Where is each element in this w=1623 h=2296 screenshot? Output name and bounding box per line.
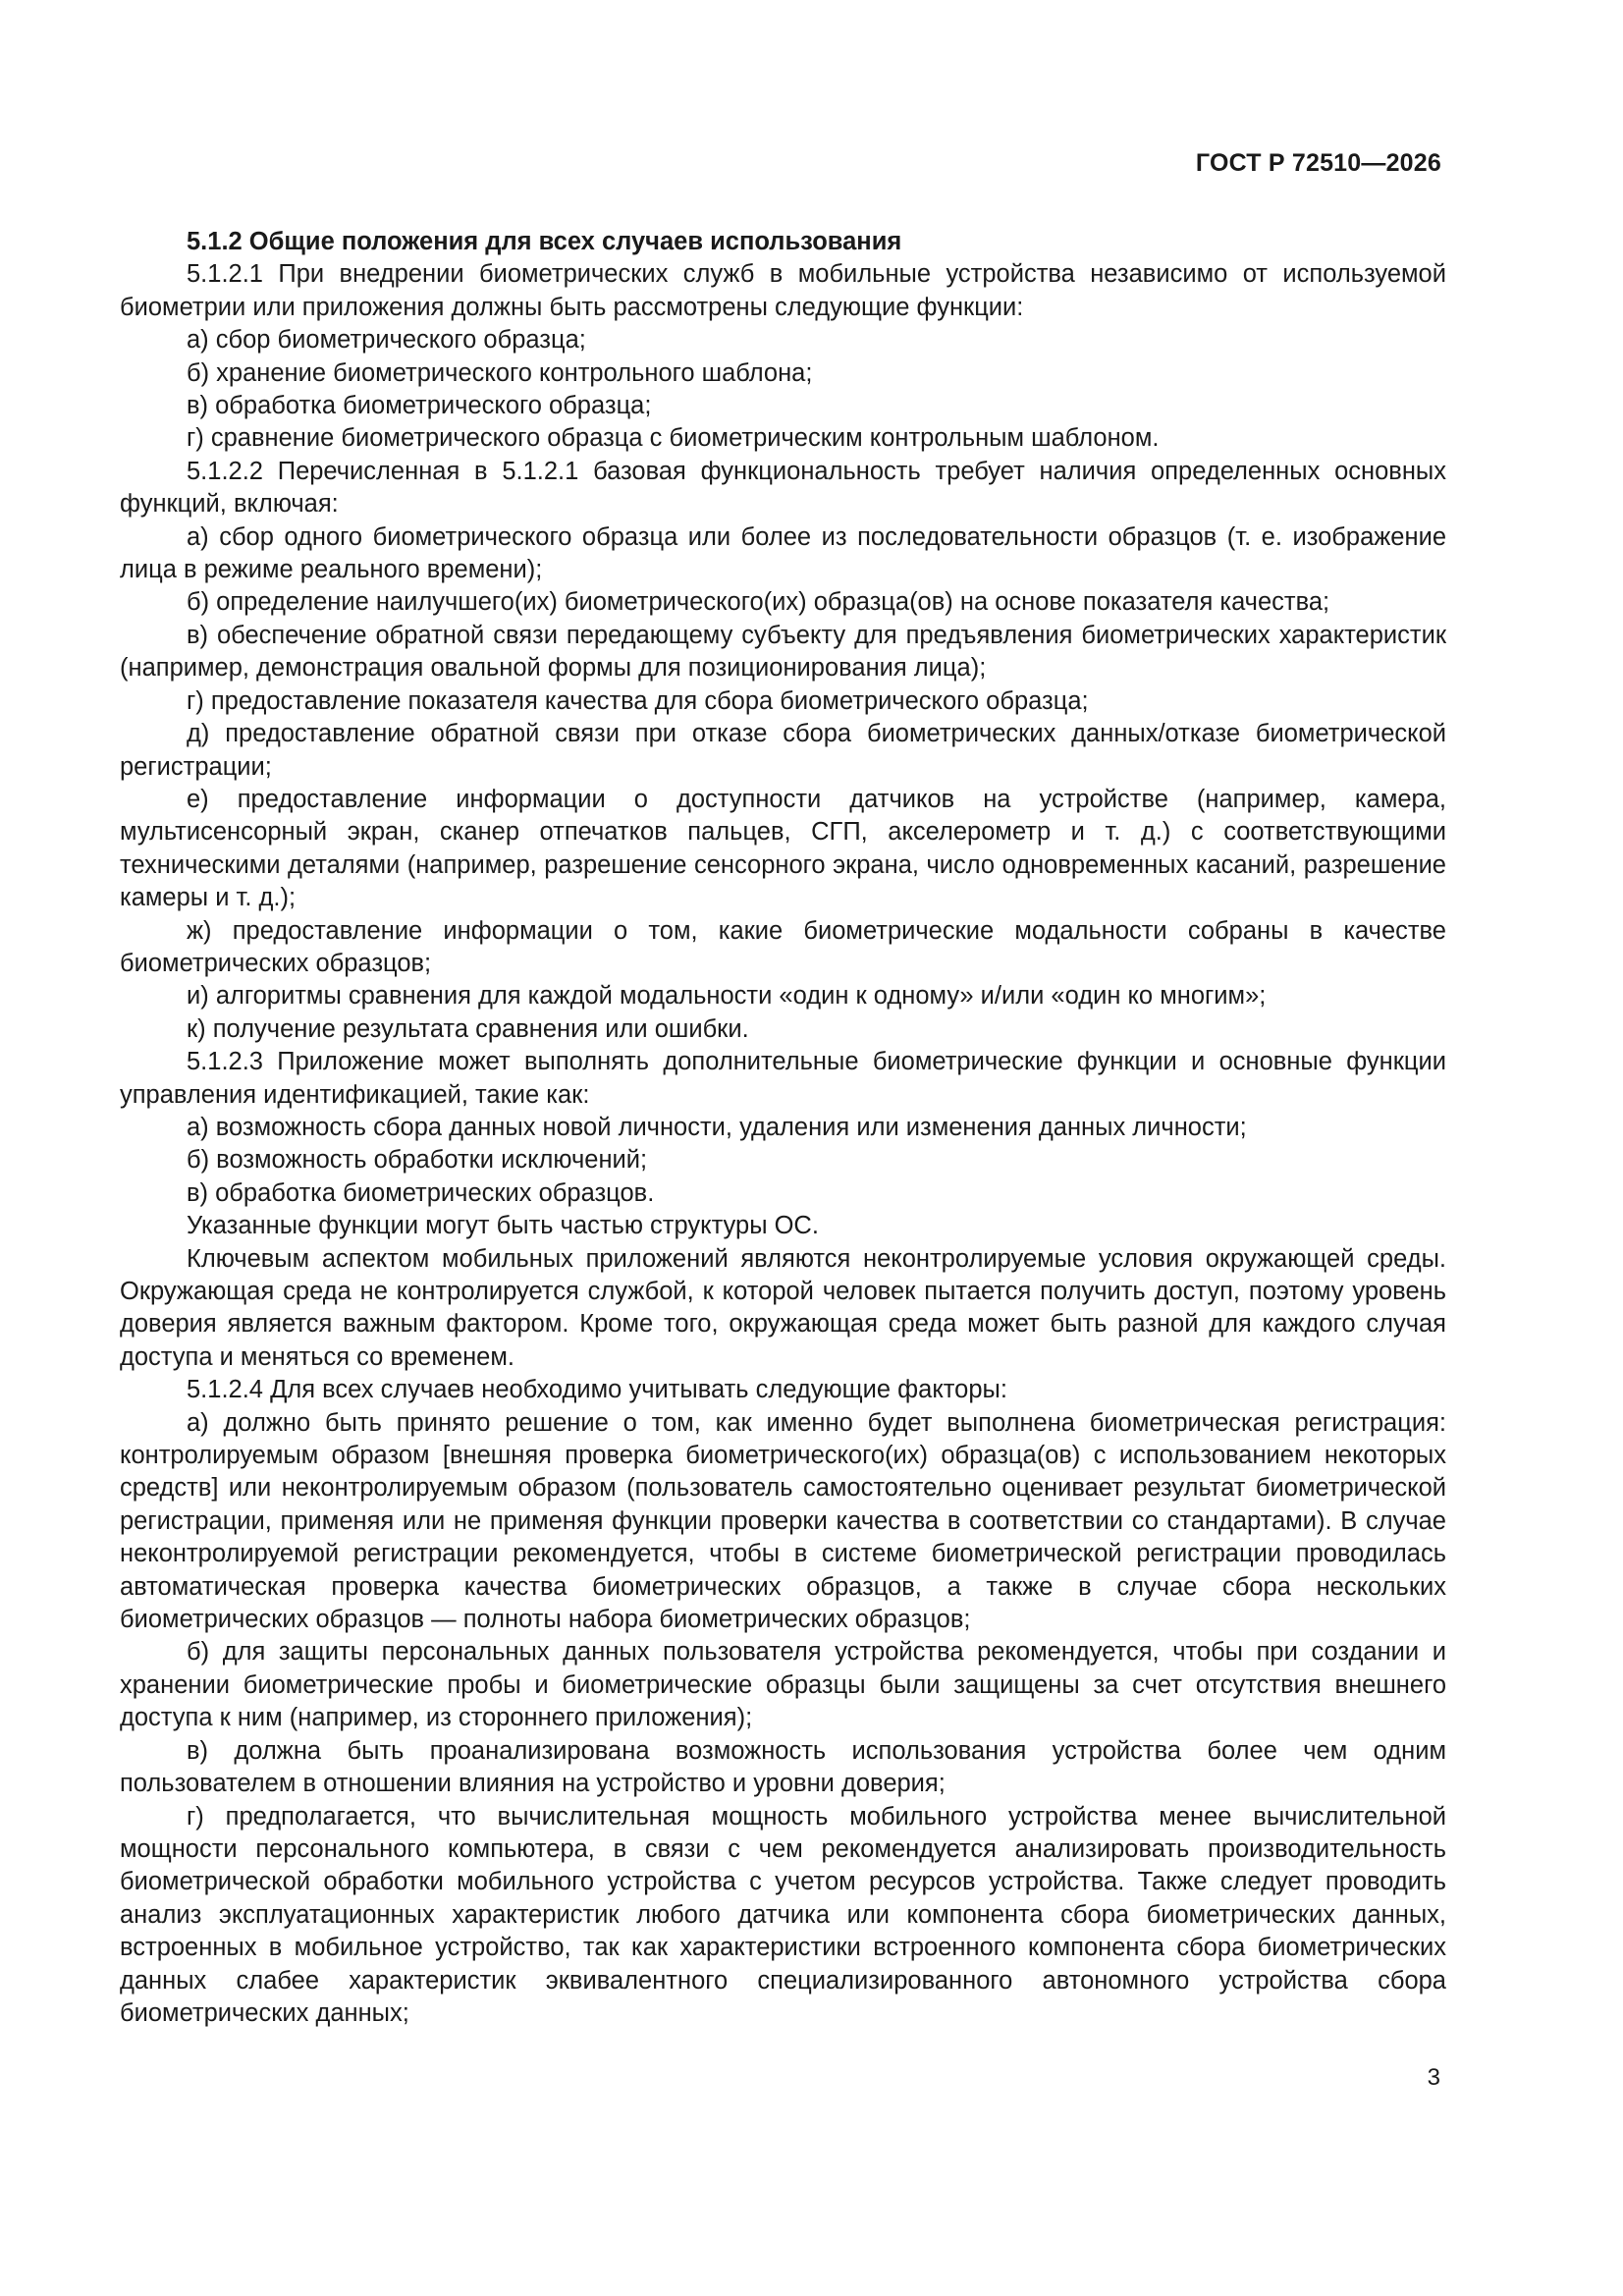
list-item: а) сбор одного биометрического образца или более из последовательности образцов (т. е. изображение лица в режиме реального времени);	[120, 522, 1446, 584]
list-item: в) обработка биометрического образца;	[187, 392, 652, 420]
paragraph: 5.1.2.3 Приложение может выполнять дополнительные биометрические функции и основные функции управления идентификацией, такие как:	[120, 1048, 1446, 1109]
list-item: а) должно быть принято решение о том, как именно будет выполнена биометрическая регистрация: контролируемым образом [внешняя проверка биометрического(их) образца(ов) с использованием некоторых средств] или неконтролируемым образом (пользователь самостоятельно оценивает результат биометрической регистрации, применяя или не применяя функции проверки качества в соответствии со стандартами). В случае неконтролируемой регистрации рекомендуется, чтобы в системе биометрической регистрации проводилась автоматическая проверка качества биометрических образцов, а также в случае сбора нескольких биометрических образцов — полноты набора биометрических образцов;	[120, 1408, 1446, 1634]
paragraph: 5.1.2.4 Для всех случаев необходимо учитывать следующие факторы:	[187, 1376, 1007, 1404]
section-heading: 5.1.2 Общие положения для всех случаев использования	[187, 228, 902, 255]
list-item: г) предполагается, что вычислительная мощность мобильного устройства менее вычислительной мощности персонального компьютера, в связи с чем рекомендуется анализировать производительность биометрической обработки мобильного устройства с учетом ресурсов устройства. Также следует проводить анализ эксплуатационных характеристик любого датчика или компонента сбора биометрических данных, встроенных в мобильное устройство, так как характеристики встроенного компонента сбора биометрических данных слабее характеристик эквивалентного специализированного автономного устройства сбора биометрических данных;	[120, 1802, 1446, 2027]
paragraph: 5.1.2.1 При внедрении биометрических служб в мобильные устройства независимо от используемой биометрии или приложения должны быть рассмотрены следующие функции:	[120, 260, 1446, 321]
paragraph: Ключевым аспектом мобильных приложений являются неконтролируемые условия окружающей среды. Окружающая среда не контролируется службой, к которой человек пытается получить доступ, поэтому уровень доверия является важным фактором. Кроме того, окружающая среда может быть разной для каждого случая доступа и меняться со временем.	[120, 1244, 1446, 1371]
list-item: б) для защиты персональных данных пользователя устройства рекомендуется, чтобы при создании и хранении биометрические пробы и биометрические образцы были защищены за счет отсутствия внешнего доступа к ним (например, из стороннего приложения);	[120, 1638, 1446, 1732]
list-item: б) возможность обработки исключений;	[187, 1146, 648, 1175]
document-body	[120, 226, 1446, 2030]
list-item: в) обеспечение обратной связи передающему субъекту для предъявления биометрических характеристик (например, демонстрация овальной формы для позиционирования лица);	[120, 621, 1446, 683]
list-item: б) определение наилучшего(их) биометрического(их) образца(ов) на основе показателя качества;	[187, 588, 1330, 617]
list-item: г) предоставление показателя качества для сбора биометрического образца;	[187, 686, 1089, 715]
list-item: е) предоставление информации о доступности датчиков на устройстве (например, камера, мультисенсорный экран, сканер отпечатков пальцев, СГП, акселерометр и т. д.) с соответствующими техническими деталями (например, разрешение сенсорного экрана, число одновременных касаний, разрешение камеры и т. д.);	[120, 785, 1446, 912]
list-item: к) получение результата сравнения или ошибки.	[187, 1014, 749, 1043]
list-item: б) хранение биометрического контрольного шаблона;	[187, 358, 813, 387]
paragraph: Указанные функции могут быть частью структуры ОС.	[187, 1212, 819, 1240]
document-header: ГОСТ Р 72510—2026	[1195, 149, 1441, 177]
list-item: в) должна быть проанализирована возможность использования устройства более чем одним пользователем в отношении влияния на устройство и уровни доверия;	[120, 1736, 1446, 1798]
list-item: д) предоставление обратной связи при отказе сбора биометрических данных/отказе биометрической регистрации;	[120, 720, 1446, 781]
list-item: и) алгоритмы сравнения для каждой модальности «один к одному» и/или «один ко многим»;	[187, 982, 1267, 1011]
list-item: в) обработка биометрических образцов.	[187, 1178, 655, 1207]
list-item: а) возможность сбора данных новой личности, удаления или изменения данных личности;	[187, 1113, 1247, 1141]
paragraph: 5.1.2.2 Перечисленная в 5.1.2.1 базовая функциональность требует наличия определенных основных функций, включая:	[120, 457, 1446, 519]
page-number: 3	[1427, 2064, 1440, 2091]
list-item: ж) предоставление информации о том, какие биометрические модальности собраны в качестве биометрических образцов;	[120, 916, 1446, 977]
list-item: а) сбор биометрического образца;	[187, 326, 586, 355]
list-item: г) сравнение биометрического образца с биометрическим контрольным шаблоном.	[187, 424, 1160, 453]
